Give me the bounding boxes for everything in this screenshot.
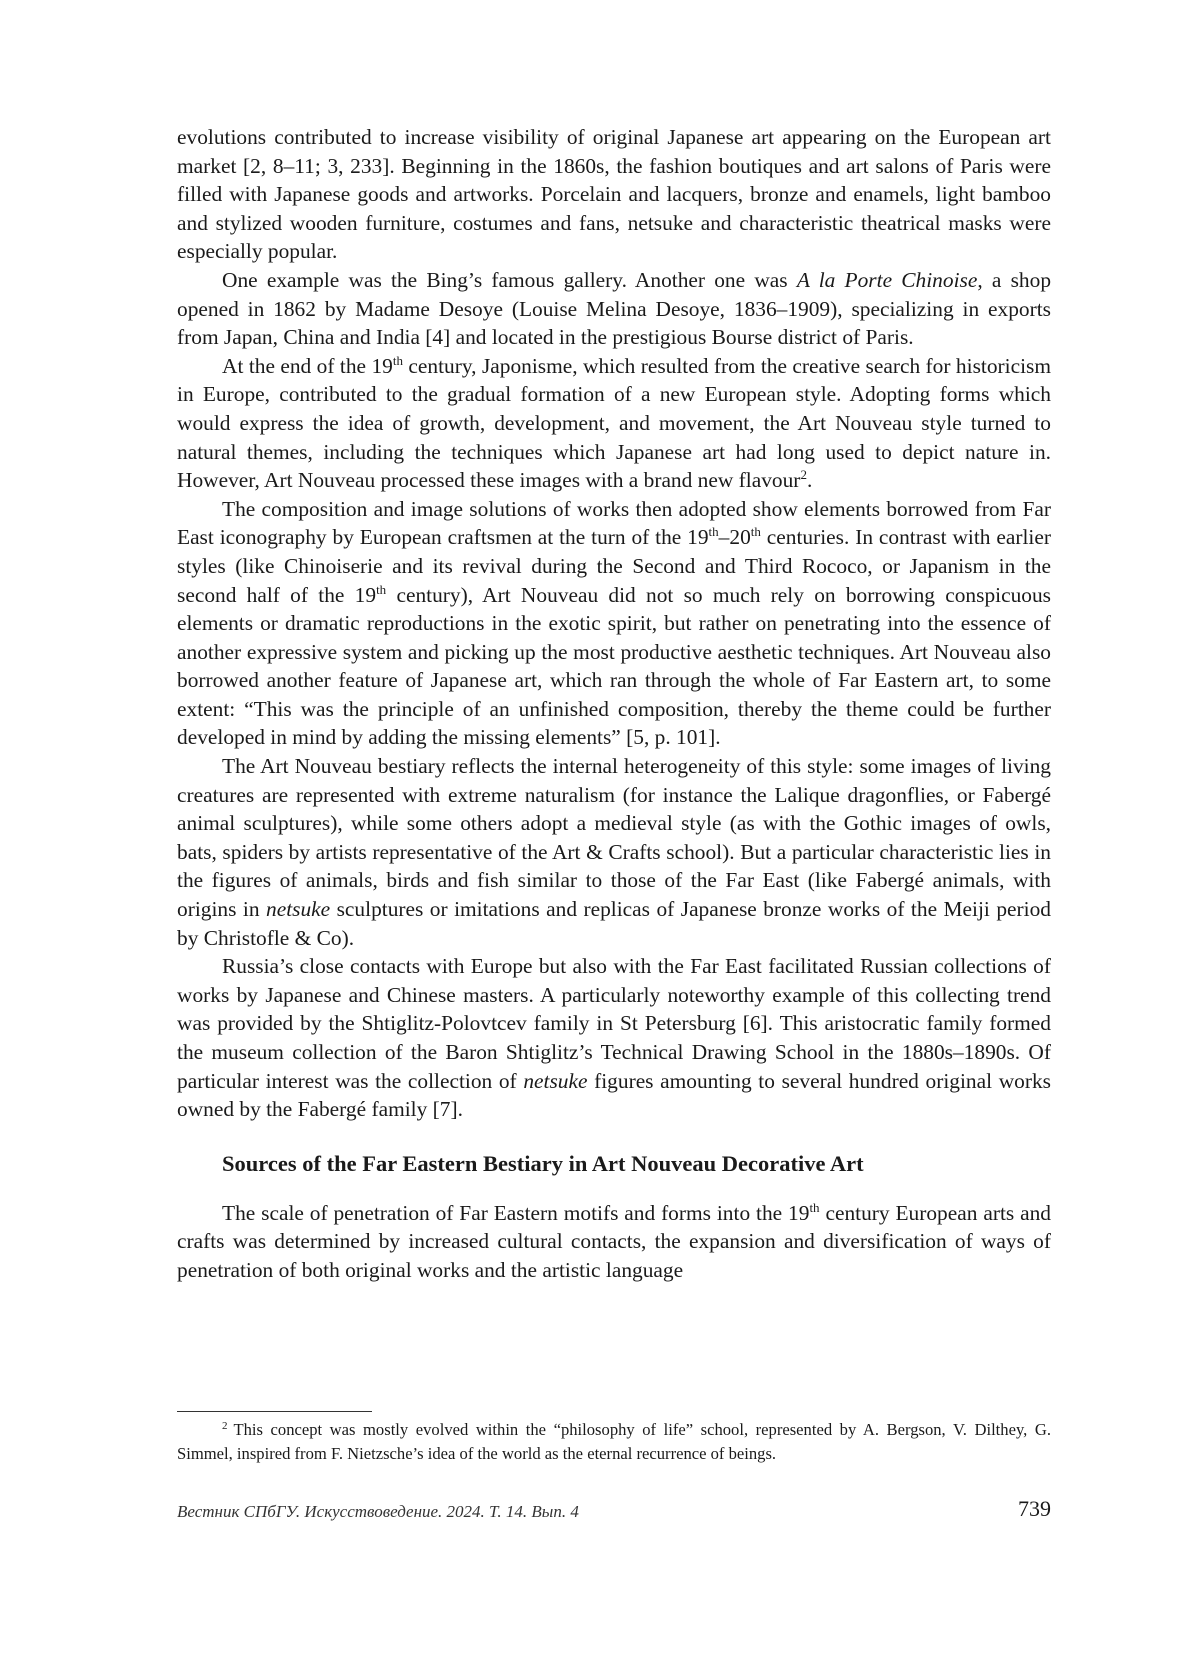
text-run: century, Japonisme, which resulted from the creative search for historicism in Europe, contributed to the gradual formation of a new European style. Adopting forms which would express the idea of growth, development, and movement, the Art Nouveau style turned to natural themes, including the techniques which Japanese art had long used to depict nature in. However, Art Nouveau processed these images with a brand new flavour: [177, 353, 1051, 493]
paragraph: [177, 266, 1051, 352]
journal-title: Вестник СПбГУ. Искусствоведение. 2024. Т. 14. Вып. 4: [177, 1502, 579, 1521]
italic-text: netsuke: [266, 897, 331, 922]
text-run: At the end of the 19: [222, 353, 393, 378]
text-run: figures amounting to several hundred original works owned by the Fabergé family [7].: [177, 1068, 1051, 1122]
italic-text: A la Porte Chinoise: [796, 267, 978, 292]
superscript: th: [750, 524, 761, 540]
text-run: The composition and image solutions of works then adopted show elements borrowed from Far East iconography by European craftsmen at the turn of the 19: [177, 496, 1051, 550]
superscript: th: [392, 352, 403, 368]
paragraph: [177, 1199, 1051, 1285]
article-body: [177, 123, 1051, 1285]
text-run: evolutions contributed to increase visibility of original Japanese art appearing on the European art market [2, 8–11; 3, 233]. Beginning in the 1860s, the fashion boutiques and art salons of Paris were filled with Japanese goods and artworks. Porcelain and lacquers, bronze and enamels, light bamboo and stylized wooden furniture, costumes and fans, netsuke and characteristic theatrical masks were especially popular.: [177, 125, 1051, 264]
text-run: .: [806, 468, 813, 493]
paragraph: [177, 952, 1051, 1124]
italic-text: netsuke: [523, 1068, 588, 1093]
footnote-number: 2: [222, 1420, 228, 1432]
body-paragraphs: [177, 123, 1051, 1124]
footnote-text: This concept was mostly evolved within the “philosophy of life” school, represented by A. Bergson, V. Dilthey, G. Simmel, inspired from F. Nietzsche’s idea of the world as the eternal recurrence of beings.: [177, 1420, 1051, 1463]
text-run: One example was the Bing’s famous gallery. Another one was: [222, 267, 797, 292]
text-run: The scale of penetration of Far Eastern motifs and forms into the 19: [222, 1200, 810, 1225]
text-run: sculptures or imitations and replicas of Japanese bronze works of the Meiji period by Christofle & Co).: [177, 897, 1051, 950]
text-run: Russia’s close contacts with Europe but also with the Far East facilitated Russian collections of works by Japanese and Chinese masters. A particularly noteworthy example of this collecting trend was provided by the Shtiglitz-Polovtcev family in St Petersburg [6]. This aristocratic family formed the museum collection of the Baron Shtiglitz’s Technical Drawing School in the 1880s–1890s. Of particular interest was the collection of: [177, 954, 1051, 1093]
text-run: –20: [718, 525, 751, 550]
footnote-rule: [177, 1411, 372, 1412]
superscript: th: [708, 524, 719, 540]
paragraph: [177, 495, 1051, 752]
body-paragraphs-after-heading: [177, 1199, 1051, 1285]
text-run: century), Art Nouveau did not so much rely on borrowing conspicuous elements or dramatic reproductions in the exotic spirit, but rather on penetrating into the essence of another expressive system and picking up the most productive aesthetic techniques. Art Nouveau also borrowed another feature of Japanese art, which ran through the whole of Far Eastern art, to some extent: “This was the principle of an unfinished composition, thereby the theme could be further developed in mind by adding the missing elements” [5, p. 101].: [177, 582, 1051, 750]
footnote: [177, 1418, 1051, 1466]
superscript: 2: [800, 467, 807, 483]
text-run: century European arts and crafts was determined by increased cultural contacts, the expansion and diversification of ways of penetration of both original works and the artistic language: [177, 1200, 1051, 1282]
paragraph: [177, 352, 1051, 495]
paragraph: [177, 123, 1051, 266]
text-run: , a shop opened in 1862 by Madame Desoye (Louise Melina Desoye, 1836–1909), specializing in exports from Japan, China and India [4] and located in the prestigious Bourse district of Paris.: [177, 267, 1052, 350]
text-run: centuries. In contrast with earlier styles (like Chinoiserie and its revival during the Second and Third Rococo, or Japanism in the second half of the 19: [177, 525, 1051, 607]
paragraph: [177, 752, 1051, 952]
text-run: The Art Nouveau bestiary reflects the internal heterogeneity of this style: some images of living creatures are represented with extreme naturalism (for instance the Lalique dragonflies, or Fabergé animal sculptures), while some others adopt a medieval style (as with the Gothic images of owls, bats, spiders by artists representative of the Art & Crafts school). But a particular characteristic lies in the figures of animals, birds and fish similar to those of the Far East (like Fabergé animals, with origins in: [177, 754, 1051, 922]
superscript: th: [809, 1199, 820, 1215]
superscript: th: [376, 581, 387, 597]
section-heading: Sources of the Far Eastern Bestiary in Art Nouveau Decorative Art: [222, 1150, 864, 1176]
page-number: 739: [1018, 1496, 1051, 1521]
